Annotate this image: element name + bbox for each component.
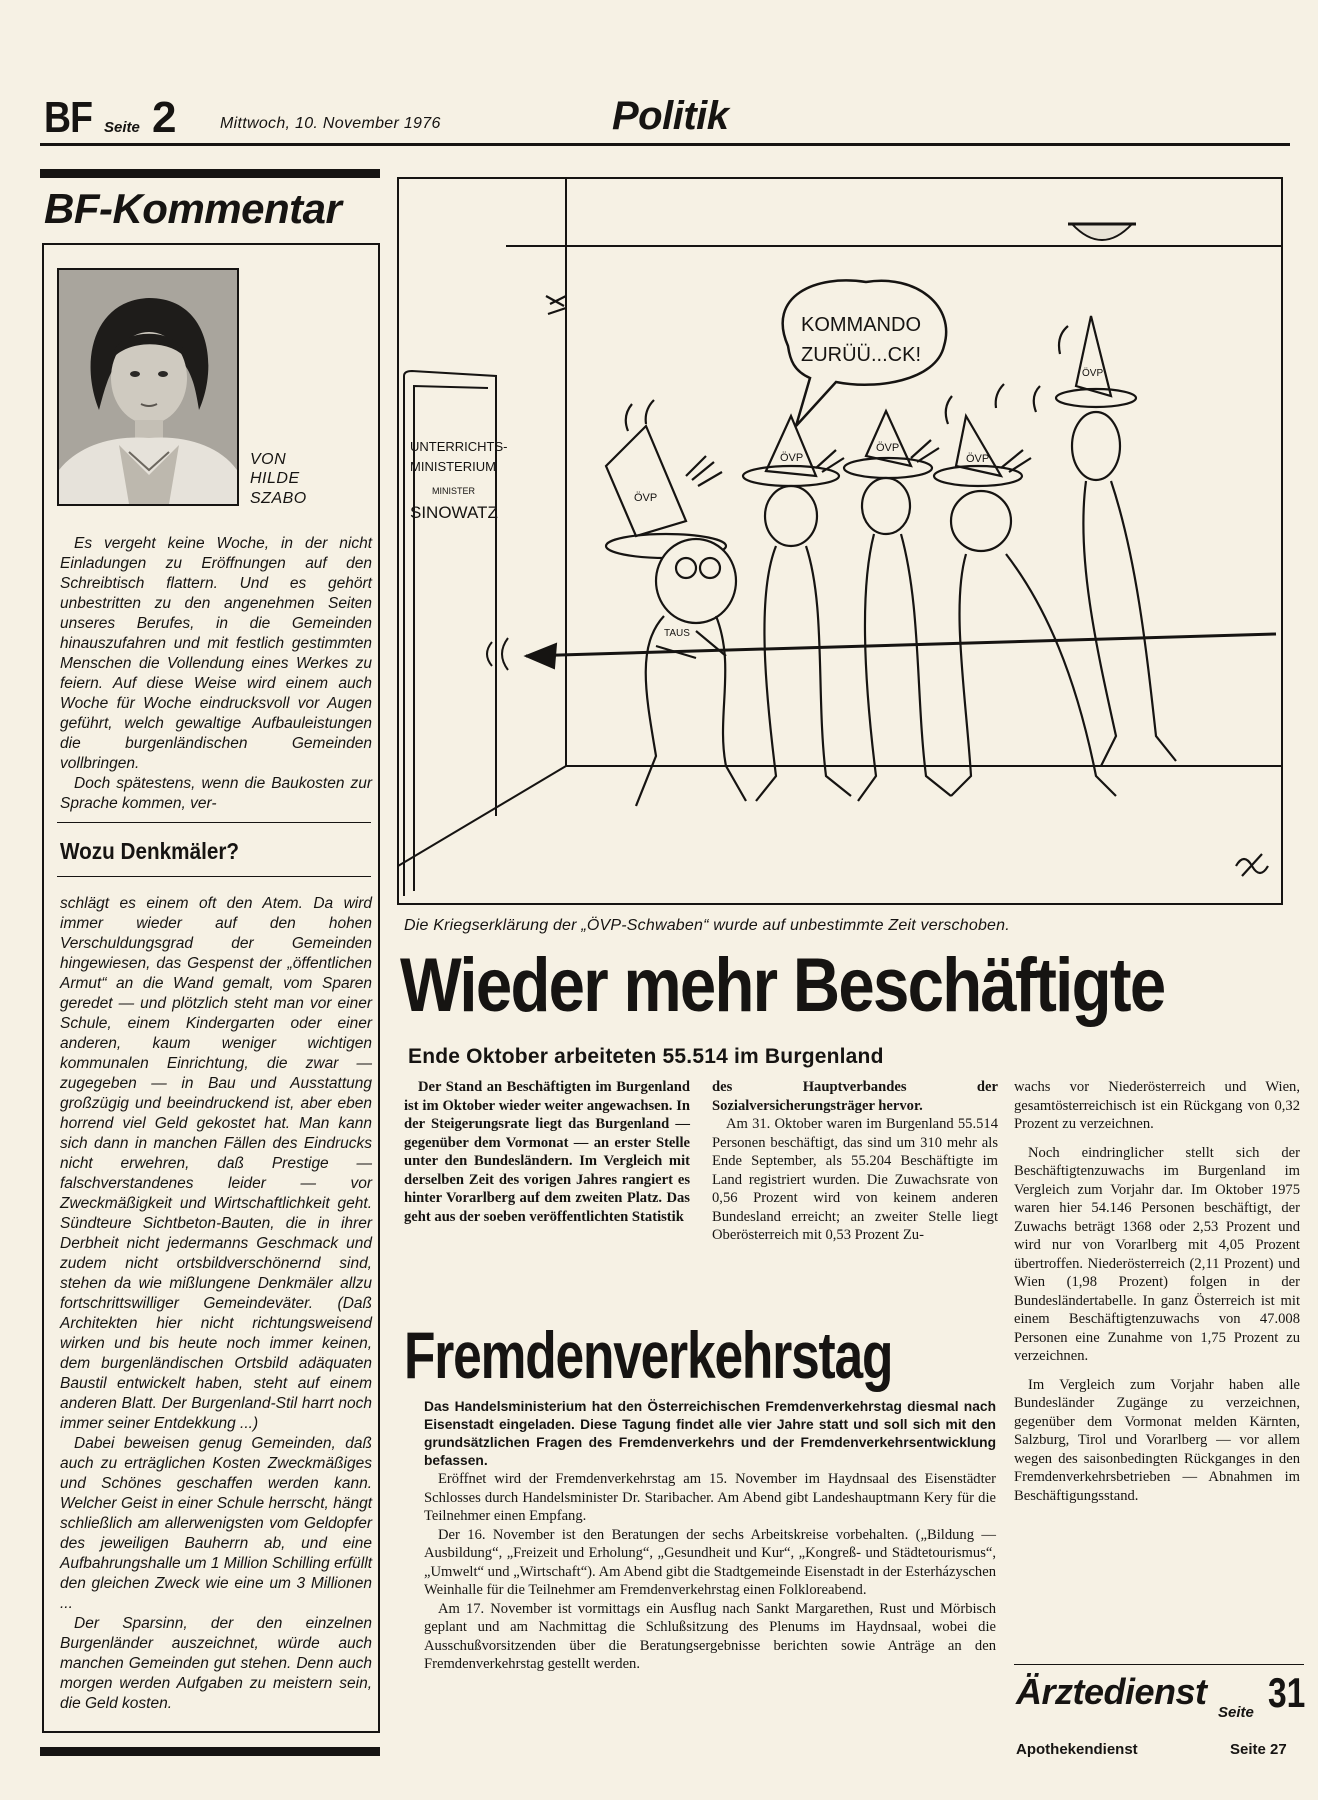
hat-label: ÖVP <box>1082 368 1104 379</box>
kommentar-body-paragraph: Dabei beweisen genug Gemeinden, daß auch zu erträglichen Kosten Zweckmäßiges und Schönes geschaffen werden kann. Welcher Geist in einer Schule herrscht, hängt schließlich am allerwenigsten vom Geldopfer des jeweiligen Bauherrn ab, und eine Aufbahrungshalle um 1 Million Schilling erfüllt den gleichen Zweck wie eine um 3 Millionen ... <box>60 1435 372 1612</box>
hat-label: ÖVP <box>634 492 658 504</box>
article2-lead: Das Handelsministerium hat den Österreichischen Fremdenverkehrstag diesmal nach Eisenstadt eingeladen. Diese Tagung findet alle vier Jahre statt und soll sich mit den grundsätzlichen Fragen des Fremdenverkehrs und der Fremdenverkehrsentwicklung befassen. <box>424 1399 996 1468</box>
article1-col1-text: Der Stand an Beschäftigten im Burgenland ist im Oktober wieder weiter angewachsen. In der Steigerungsrate liegt das Burgenland — gegenüber dem Vormonat — an erster Stelle unter den Bundesländern. Im Vergleich mit derselben Zeit des vorigen Jahres rangiert es hinter Vorarlberg auf dem zweiten Platz. Das geht aus der soeben veröffentlichten Statistik <box>404 1079 690 1225</box>
author-last-name: SZABO <box>250 490 307 507</box>
aerztedienst-title: Ärztedienst <box>1016 1671 1207 1712</box>
kommentar-title: BF-Kommentar <box>44 185 342 232</box>
article1-column2 <box>712 1078 998 1245</box>
door-sign-line3: MINISTER <box>432 486 476 496</box>
aerztedienst-page: 31 <box>1268 1669 1306 1716</box>
speech-line1: KOMMANDO <box>801 314 921 336</box>
figure-label: TAUS <box>664 628 690 639</box>
kommentar-subhead: Wozu Denkmäler? <box>60 838 240 864</box>
header-rule <box>40 143 1290 146</box>
speech-line2: ZURÜÜ...CK! <box>801 344 921 366</box>
issue-date: Mittwoch, 10. November 1976 <box>220 115 441 132</box>
door-sign-line1: UNTERRICHTS- <box>410 439 508 454</box>
hat-label: ÖVP <box>780 452 804 464</box>
hat-label: ÖVP <box>876 442 900 454</box>
kommentar-top-bar <box>40 169 380 178</box>
kommentar-intro-paragraph: Es vergeht keine Woche, in der nicht Einladungen zu Eröffnungen auf den Schreibtisch flattern. Und es gehört unbestritten zu den angenehmen Seiten unseres Berufes, in die Gemeinden hinauszufahren und mit festlich gestimmten Menschen die Vollendung eines Werkes zu feiern. Auf diese Weise wird einem auch Woche für Woche eindrucksvoll vor Augen geführt, welch gewaltige Aufbauleistungen die burgenländischen Gemeinden vollbringen. <box>60 535 372 772</box>
door-sign-line2: MINISTERIUM <box>410 459 496 474</box>
article1-col3-p3: Im Vergleich zum Vorjahr haben alle Bundesländer Zugänge zu verzeichnen, gegenüber dem Vormonat melden Kärnten, Salzburg, Tirol und Vorarlberg — vor allem wegen des saisonbedingten Rückganges in den Fremdenverkehrsbetrieben — Abnahmen im Beschäftigungsstand. <box>1014 1376 1300 1504</box>
author-portrait-image <box>59 270 237 504</box>
apothekendienst-page: Seite 27 <box>1230 1741 1287 1758</box>
page-number: 2 <box>152 93 177 142</box>
cartoon-caption: Die Kriegserklärung der „ÖVP-Schwaben“ wurde auf unbestimmte Zeit verschoben. <box>404 917 1010 934</box>
author-first-name: HILDE <box>250 470 300 487</box>
page-word: Seite <box>104 119 140 136</box>
teaser-rule <box>1014 1664 1304 1665</box>
kommentar-bottom-bar <box>40 1747 380 1756</box>
article1-subhead: Ende Oktober arbeiteten 55.514 im Burgenland <box>408 1045 884 1068</box>
article1-col2-text: Am 31. Oktober waren im Burgenland 55.514 Personen beschäftigt, das sind um 310 mehr als Ende September, als 55.204 Beschäftigte im Land registriert wurden. Die Zuwachsrate von 0,56 Prozent wird von keinem anderen Bundesland erreicht; an zweiter Stelle liegt Oberösterreich mit 0,53 Prozent Zu- <box>712 1116 998 1243</box>
article2-headline: Fremdenverkehrstag <box>404 1318 893 1392</box>
kommentar-divider <box>57 822 371 823</box>
article2-paragraph: Der 16. November ist den Beratungen der sechs Arbeitskreise vorbehalten. („Bildung — Ausbildung“, „Freizeit und Erholung“, „Gesundheit und Kur“, „Kongreß- und Städtetourismus“, „Umwelt“ und „Wirtschaft“). Am Abend gibt die Stadtgemeinde Eisenstadt in der Esterházyschen Weinhalle für die Teilnehmer am Fremdenverkehrstag einen Folkloreabend. <box>424 1526 996 1598</box>
hat-label: ÖVP <box>966 453 990 465</box>
article2-paragraph: Am 17. November ist vormittags ein Ausflug nach Sankt Margarethen, Rust und Mörbisch geplant und am Nachmittag die Schlußsitzung des Plenums im Haydnsaal, wobei die Ausschußvorsitzenden über die Beratungsergebnisse berichten sowie Anträge an den Fremdenverkehrstag gestellt werden. <box>424 1600 996 1672</box>
aerztedienst-seite: Seite <box>1218 1704 1254 1721</box>
kommentar-body-paragraph: Der Sparsinn, der den einzelnen Burgenländer auszeichnet, würde auch manchen Gemeinden gut stehen. Denn auch morgen werden Aufgaben zu meistern sein, die Geld kosten. <box>60 1615 372 1712</box>
author-photo <box>57 268 239 506</box>
article1-col2-lead: des Hauptverbandes der Sozialversicherungsträger hervor. <box>712 1079 998 1114</box>
kommentar-body-paragraph: schlägt es einem oft den Atem. Da wird immer wieder auf den hohen Verschuldungsgrad der Gemeinden hingewiesen, das Gespenst der „öffentlichen Armut“ an die Wand gemalt, vom Sparen geredet — und plötzlich steht man vor einer Schule, einem Kindergarten oder einer anderen, kaum weniger wichtigen kommunalen Einrichtung, die zwar — zugegeben — in Bau und Ausstattung großzügig und beeindruckend ist, aber eben horrend viel Geld gekostet hat. Man kann sich dann in manchen Fällen des Eindrucks nicht erwehren, daß Prestige — falschverstandenes leider — vor Zweckmäßigkeit und Wirtschaftlichkeit geht. Sündteure Sichtbeton-Bauten, die in ihrer Derbheit nicht jedermanns Geschmack und zudem nicht ortsbildverschönernd sind, stehen da wie mißlungene Denkmäler allzu fortschrittswilliger Gemeindeväter. (Daß Architekten hier nicht richtungsweisend wirken und bis heute noch immer keinen, dem burgenländischen Ortsbild adäquaten Baustil entwickelt haben, steht auf einem anderen Blatt. Der Burgenland-Stil harrt noch immer seiner Entdekkung ...) <box>60 895 372 1432</box>
door-sign-line4: SINOWATZ <box>410 503 498 522</box>
section-title: Politik <box>612 94 729 138</box>
kommentar-body <box>60 894 372 1714</box>
political-cartoon <box>396 176 1286 906</box>
article2-body <box>424 1398 996 1674</box>
kommentar-intro <box>60 534 372 814</box>
masthead-logo: BF <box>44 93 93 142</box>
article2-paragraph: Eröffnet wird der Fremdenverkehrstag am 15. November im Haydnsaal des Eisenstädter Schlosses durch Handelsminister Dr. Staribacher. Am Abend gibt Landeshauptmann Kery für die Teilnehmer einen Empfang. <box>424 1471 996 1524</box>
article1-headline: Wieder mehr Beschäftigte <box>400 943 1165 1028</box>
kommentar-divider <box>57 876 371 877</box>
author-von: VON <box>250 451 287 468</box>
kommentar-intro-paragraph: Doch spätestens, wenn die Baukosten zur Sprache kommen, ver- <box>60 775 372 812</box>
article1-column1 <box>404 1078 690 1226</box>
article1-column3 <box>1014 1078 1300 1505</box>
article1-col3-p1: wachs vor Niederösterreich und Wien, gesamtösterreichisch ist ein Rückgang von 0,32 Prozent zu verzeichnen. <box>1014 1079 1300 1132</box>
apothekendienst-label: Apothekendienst <box>1016 1741 1138 1758</box>
article1-col3-p2: Noch eindringlicher stellt sich der Beschäftigtenzuwachs im Burgenland im Vergleich zum Vorjahr dar. Im Oktober 1975 waren hier 54.146 Personen beschäftigt, der Zuwachs beträgt 1368 oder 2,53 Prozent und wird nur von Vorarlberg mit 4,05 Prozent übertroffen. Niederösterreich (2,11 Prozent) und Wien (1,98 Prozent) folgen in der Bundesländertabelle. In ganz Österreich ist mit einem Beschäftigtenzuwachs von 47.008 Personen eine Zunahme von 1,75 Prozent zu verzeichnen. <box>1014 1144 1300 1364</box>
